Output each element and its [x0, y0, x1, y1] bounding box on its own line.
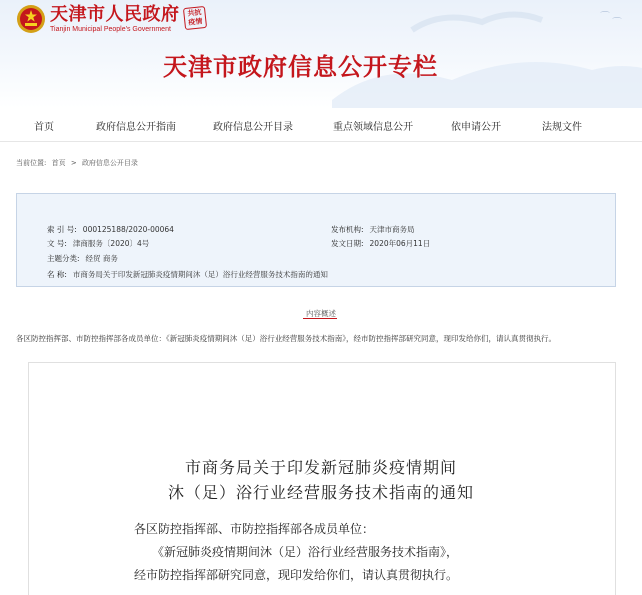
nav-key-areas[interactable]: 重点领域信息公开	[333, 122, 413, 133]
info-date: 发文日期: 2020年06月11日	[331, 239, 431, 248]
nav-disclosure-catalog[interactable]: 政府信息公开目录	[213, 122, 293, 133]
main-nav	[0, 108, 642, 142]
national-emblem-icon	[16, 4, 46, 34]
summary-title: 内容概述	[306, 309, 336, 318]
nav-divider	[0, 141, 642, 142]
info-name: 名 称: 市商务局关于印发新冠肺炎疫情期间沐（足）浴行业经营服务技术指南的通知	[47, 270, 328, 279]
site-name: 天津市人民政府	[50, 4, 180, 25]
document-body-line-2: 《新冠肺炎疫情期间沐（足）浴行业经营服务技术指南》，	[152, 545, 459, 559]
document-body-line-1: 各区防控指挥部、市防控指挥部各成员单位：	[134, 522, 375, 536]
header	[0, 0, 642, 108]
info-topic: 主题分类: 经贸 商务	[47, 254, 118, 263]
site-logo[interactable]	[16, 4, 206, 34]
summary-text: 各区防控指挥部、市防控指挥部各成员单位：《新冠肺炎疫情期间沐（足）浴行业经营服务技术指南》，经市防控指挥部研究同意，现印发给你们，请认真贯彻执行。	[16, 334, 556, 343]
document-info-box	[16, 193, 616, 287]
info-docno: 文 号: 津商服务〔2020〕4号	[47, 239, 150, 248]
nav-home[interactable]: 首页	[34, 122, 54, 133]
document-title-line-2: 沐（足）浴行业经营服务技术指南的通知	[167, 483, 474, 502]
nav-regulations[interactable]: 法规文件	[542, 122, 582, 133]
document-title-line-1: 市商务局关于印发新冠肺炎疫情期间	[184, 458, 457, 477]
breadcrumb-current[interactable]: 政府信息公开目录	[81, 159, 138, 167]
anti-epidemic-stamp: 共抗疫情	[182, 6, 206, 30]
breadcrumb-home[interactable]: 首页	[51, 159, 66, 167]
banner-title: 天津市政府信息公开专栏	[163, 53, 438, 81]
info-issuer: 发布机构: 天津市商务局	[331, 225, 415, 234]
info-index: 索 引 号: 000125188/2020-00064	[47, 225, 174, 234]
breadcrumb-separator: >	[70, 159, 77, 167]
document-frame	[28, 362, 616, 595]
nav-disclosure-guide[interactable]: 政府信息公开指南	[96, 122, 176, 133]
summary-underline	[303, 318, 337, 319]
breadcrumb	[16, 158, 141, 168]
document-body-line-3: 经市防控指挥部研究同意，现印发给你们，请认真贯彻执行。	[134, 568, 459, 582]
site-name-english: Tianjin Municipal People's Government	[50, 26, 171, 33]
bird-icon: ⌒	[600, 12, 610, 23]
nav-on-request[interactable]: 依申请公开	[451, 122, 501, 133]
bird-icon: ⌒	[612, 18, 622, 29]
breadcrumb-prefix: 当前位置:	[16, 159, 47, 167]
